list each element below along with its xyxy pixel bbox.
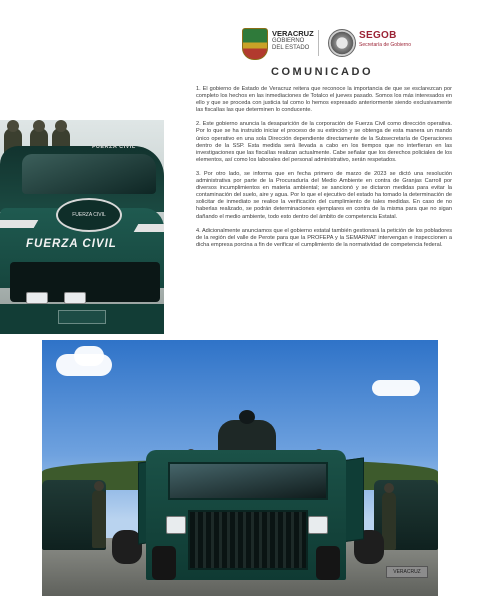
vehicle-plate: VERACRUZ (386, 566, 428, 578)
suv-headlight (26, 292, 48, 304)
suv-stripe (0, 220, 38, 228)
paragraph-1: 1. El gobierno de Estado de Veracruz reitera que reconoce la importancia de que se esclarezcan por completo los hechos en las inmediaciones de Totalco el jueves pasado. Somos los más interesados en ello y que se proceda con justicia tal como lo hemos expresado anteriormente siendo exclusivamente las fiscalías las que determinen lo conducente. (196, 86, 452, 114)
armored-vehicle-photo (42, 340, 438, 596)
segob-subtitle: Secretaría de Gobierno (359, 42, 411, 48)
veracruz-title: VERACRUZ (272, 29, 314, 38)
truck-wheel (152, 546, 176, 580)
truck-headlight (308, 516, 328, 534)
suv-banner-text: FUERZA CIVIL (92, 144, 136, 150)
officer-figure (92, 490, 106, 548)
veracruz-subtitle: GOBIERNO DEL ESTADO (272, 38, 310, 51)
truck-headlight (166, 516, 186, 534)
truck-grille (188, 510, 308, 570)
fuerza-civil-suv-photo (0, 120, 164, 334)
cloud (372, 380, 420, 396)
cloud (74, 346, 104, 366)
suv-vehicle-text: FUERZA CIVIL (26, 238, 117, 250)
suv-headlight (64, 292, 86, 304)
document-heading: COMUNICADO (271, 66, 373, 78)
paragraph-4: 4. Adicionalmente anunciamos que el gobierno estatal también gestionará la petición de los pobladores de la región del valle de Perote para que la PROFEPA y la SEMARNAT intervengan e inspeccionen a dicha empresa porcina a fin de verificar el cumplimiento de la normatividad de competencia federal. (196, 227, 452, 248)
suv-plate (58, 310, 106, 324)
segob-title: SEGOB (359, 30, 397, 41)
suv-stripe (134, 224, 164, 232)
fuerza-civil-logo: FUERZA CIVIL (56, 198, 122, 232)
suv-windshield (22, 154, 156, 194)
turret-gun (239, 410, 255, 424)
paragraph-2: 2. Este gobierno anuncia la desaparición de la corporación de Fuerza Civil como dirección operativa. Por lo que se ha instruido iniciar el proceso de su extinción y se obtenga de esta manera un mando único operativo en una sola Dirección dependiente directamente de la Subsecretaría de Operaciones dentro de la SSP. Esta medida será llevada a cabo en los tiempos que no interfieran en las investigaciones que las fiscalías realizan actualmente. Cabe señalar que los derechos policiales de los elementos, así como los laborales del personal administrativo, serán respetados. (196, 121, 452, 163)
truck-windshield (168, 462, 328, 500)
veracruz-shield-icon (242, 28, 268, 60)
document-header (232, 28, 432, 60)
header-divider (318, 30, 319, 56)
officer-figure (382, 492, 396, 550)
truck-turret (218, 420, 276, 454)
mexico-seal-icon (328, 29, 356, 57)
document-body (196, 86, 452, 256)
paragraph-3: 3. Por otro lado, se informa que en fecha primero de marzo de 2023 se dictó una resolución administrativa por parte de la Procuraduría del Medio Ambiente en contra de Granjas Carroll por diversos incumplimientos en materia ambiental; se sancionó y se dictaron medidas para evitar la contaminación del suelo, aire y agua. Por lo que el ejecutivo del estado ha tomado la determinación de solicitar de inmediato se realice la verificación del cumplimiento de tales medidas. En caso de no haberlas realizado, se podrán determinaciones ejemplares en contra de la misma para que no sigan dañando el medio ambiente, todo esto dentro del ámbito de competencia Estatal. (196, 170, 452, 220)
truck-wheel (316, 546, 340, 580)
